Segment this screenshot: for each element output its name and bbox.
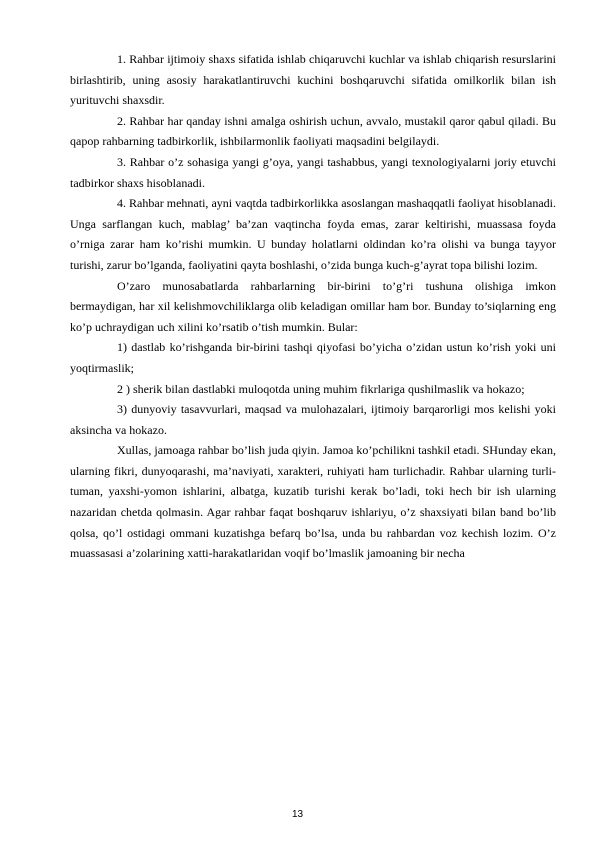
page-number: 13: [291, 809, 304, 820]
list-item-3: 3) dunyoviy tasavvurlari, maqsad va mulohazalari, ijtimoiy barqarorligi mos kelishi yoki aksincha va hokazo.: [70, 402, 556, 437]
paragraph-3: 3. Rahbar o’z sohasiga yangi g’oya, yangi tashabbus, yangi texnologiyalarni joriy etuvchi tadbirkor shaxs hisoblanadi.: [70, 154, 556, 190]
document-page: [70, 49, 556, 564]
paragraph-6: Xullas, jamoaga rahbar bo’lish juda qiyin. Jamoa ko’pchilikni tashkil etadi. SHunday ekan, ularning fikri, dunyoqarashi, ma’naviyati, xarakteri, ruhiyati ham turlichadir. Rahbar ularning turli-tuman, yaxshi-yomon ishlarini, albatga, kuzatib turishi kerak bo’ladi, toki hech bir ish ularning nazaridan chetda qolmasin. Agar rahbar faqat boshqaruv ishlariyu, o’z shaxsiyati bilan band bo’lib qolsa, qo’l ostidagi ommani kuzatishga befarq bo’lsa, unda bu rahbardan voz kechish lozim. O’z muassasasi a’zolarining xatti-harakatlaridan voqif bo’lmaslik jamoaning bir necha: [70, 443, 556, 561]
paragraph-5: O’zaro munosabatlarda rahbarlarning bir-birini to’g’ri tushuna olishiga imkon bermaydigan, har xil kelishmovchiliklarga olib keladigan omillar ham bor. Bunday to’siqlarning eng ko’p uchraydigan uch xilini ko’rsatib o’tish mumkin. Bular:: [70, 278, 556, 334]
paragraph-2: 2. Rahbar har qanday ishni amalga oshirish uchun, avvalo, mustakil qaror qabul qiladi. Bu qapop rahbarning tadbirkorlik, ishbilarmonlik faoliyati maqsadini belgilaydi.: [70, 113, 556, 149]
list-item-2: 2 ) sherik bilan dastlabki muloqotda uning muhim fikrlariga qushilmaslik va hokazo;: [117, 381, 525, 396]
paragraph-1: 1. Rahbar ijtimoiy shaxs sifatida ishlab chiqaruvchi kuchlar va ishlab chiqarish resurslarini birlashtirib, uning asosiy harakatlantiruvchi kuchini boshqaruvchi sifatida omilkorlik bilan ish yurituvchi shaxsdir.: [70, 52, 556, 108]
list-item-1: 1) dastlab ko’rishganda bir-birini tashqi qiyofasi bo’yicha o’zidan ustun ko’rish yoki uni yoqtirmaslik;: [70, 340, 556, 375]
paragraph-4: 4. Rahbar mehnati, ayni vaqtda tadbirkorlikka asoslangan mashaqqatli faoliyat hisoblanadi. Unga sarflangan kuch, mablag’ ba’zan vaqtincha foyda emas, zarar keltirishi, muassasa foyda o’rniga zarar ham ko’rishi mumkin. U bunday holatlarni oldindan ko’ra olishi va bunga tayyor turishi, zarur bo’lganda, faoliyatini qayta boshlashi, o’zida bunga kuch-g’ayrat topa bilishi lozim.: [70, 196, 556, 272]
